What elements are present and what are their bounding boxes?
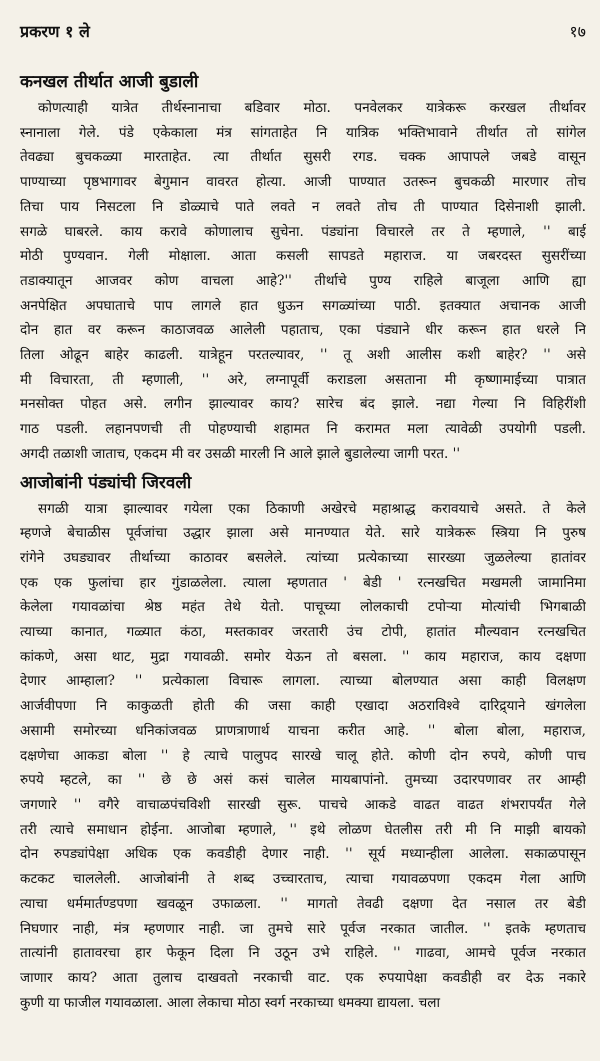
- text-line: मनसोक्त पोहत असे. लगीन झाल्यावर काय? सारेच बंद झाले. नद्या गेल्या नि विहिरींशी: [20, 396, 586, 413]
- text-line: असामी समोरच्या धनिकांजवळ प्राणत्राणार्थ याचना करीत आहे. '' बोला बोला, महाराज,: [20, 722, 586, 739]
- page-number: १७: [569, 22, 586, 41]
- text-line: तिला ओढून बाहेर काढली. यात्रेहून परतल्यावर, '' तू अशी आलीस कशी बाहेर? '' असे: [20, 347, 586, 364]
- text-line: अनपेक्षित अपघाताचे पाप लागले हात धुऊन सगळ्यांच्या पाठी. इतक्यात अचानक आजी: [20, 297, 586, 314]
- section-body: [20, 497, 586, 1016]
- text-line: मोठी पुण्यवान. गेली मोक्षाला. आता कसली सापडते महाराज. या जबरदस्त सुसरींच्या: [20, 248, 586, 265]
- text-line: केलेला गयावळांचा श्रेष्ठ महंत तेथे येतो. पाचूच्या लोलकाची टपोऱ्या मोत्यांची भिगबाळी: [20, 599, 586, 616]
- text-line: तिचा पाय निसटला नि डोळ्याचे पाते लवते न लवते तोच ती पाण्यात दिसेनाशी झाली.: [20, 198, 586, 215]
- text-line: त्याच्या कानात, गळ्यात कंठा, मस्तकावर जरतारी उंच टोपी, हातांत मौल्यवान रत्नखचित: [20, 624, 586, 641]
- section-grandmother-drowned: [20, 70, 586, 467]
- text-line: रांगेने उघड्यावर तीर्थाच्या काठावर बसलेले. त्यांच्या प्रत्येकाच्या सारख्या जुळलेल्या हातांवर: [20, 549, 586, 566]
- text-line: आर्जवीपणा नि काकुळती होती की जसा काही एखादा अठराविश्वे दारिद्र्याने खंगलेला: [20, 698, 586, 715]
- section-title: आजोबांनी पंड्यांची जिरवली: [20, 472, 192, 493]
- text-line: तरी त्याचे समाधान होईना. आजोबा म्हणाले, '' इथे लोळण घेतलीस तरी मी नि माझी बायको: [20, 821, 586, 838]
- text-line: जगणारे '' वगैरे वाचाळपंचविशी सारखी सुरू. पाचचे आकडे वाढत वाढत शंभरापर्यंत गेले: [20, 796, 586, 813]
- text-line: स्नानाला गेले. पंडे एकेकाला मंत्र सांगताहेत नि यात्रिक भक्तिभावाने तीर्थात तो सांगेल: [20, 124, 586, 141]
- text-line: पाण्याच्या पृष्ठभागावर बेगुमान वावरत होत्या. आजी पाण्यात उतरून बुचकळी मारणार तोच: [20, 174, 586, 191]
- text-line: कुणी या फाजील गयावळाला. आला लेकाचा मोठा स्वर्ग नरकाच्या धमक्या द्यायला. चला: [20, 994, 441, 1011]
- section-body: [20, 96, 586, 467]
- text-line: गाठ पडली. लहानपणची ती पोहण्याची शहामत नि करामत मला त्यावेळी उपयोगी पडली.: [20, 421, 586, 438]
- text-line: दोन रुपड्यांपेक्षा अधिक एक कवडीही देणार नाही. '' सूर्य मध्यान्हीला आलेला. सकाळपासून: [20, 846, 586, 863]
- text-line: दोन हात वर करून काठाजवळ आलेली पहाताच, एका पंड्याने धीर करून हात धरले नि: [20, 322, 586, 339]
- text-line: कटकट चाललेली. आजोबांनी ते शब्द उच्चारताच, त्याचा गयावळपणा एकदम गेला आणि: [20, 871, 586, 888]
- text-line: एक एक फुलांचा हार गुंडाळलेला. त्याला म्हणतात ' बेडी ' रत्नखचित मखमली जामानिमा: [20, 574, 586, 591]
- text-line: तेवढ्या बुचकळ्या मारताहेत. त्या तीर्थात सुसरी रगड. चक्क आपापले जबडे वासून: [20, 149, 586, 166]
- text-line: तात्यांनी हातावरचा हार फेकून दिला नि उठून उभे राहिले. '' गाढवा, आमचे पूर्वज नरकात: [20, 945, 586, 962]
- text-line: त्याचा धर्ममार्तण्डपणा खवळून उफाळला. '' मागतो तेवढी दक्षणा देत नसाल तर बेडी: [20, 895, 586, 912]
- text-line: मी विचारता, ती म्हणाली, '' अरे, लग्नापूर्वी कराडला असताना मी कृष्णामाईच्या पात्रात: [20, 371, 586, 388]
- text-line: कोणत्याही यात्रेत तीर्थस्नानाचा बडिवार मोठा. पनवेलकर यात्रेकरू करखल तीर्थावर: [38, 100, 586, 116]
- text-line: देणार आम्हाला? '' प्रत्येकाला विचारू लागला. त्याच्या बोलण्यात असा काही विलक्षण: [20, 673, 586, 690]
- section-grandfather-pandas: [20, 471, 586, 1016]
- page-content: [20, 70, 586, 1015]
- text-line: म्हणजे बेचाळीस पूर्वजांचा उद्धार झाला असे मानण्यात येते. सारे यात्रेकरू स्त्रिया नि पुरुष: [20, 525, 586, 542]
- text-line: दक्षणेचा आकडा बोला '' हे त्याचे पालुपद सारखे चालू होते. कोणी दोन रुपये, कोणी पाच: [20, 747, 586, 764]
- text-line: निघणार नाही, मंत्र म्हणणार नाही. जा तुमचे सारे पूर्वज नरकात जातील. '' इतके म्हणताच: [20, 920, 586, 937]
- section-title: कनखल तीर्थात आजी बुडाली: [20, 72, 199, 92]
- text-line: अगदी तळाशी जाताच, एकदम मी वर उसळी मारली नि आले झाले बुडालेल्या जागी परत. '': [20, 445, 461, 462]
- page-header: [20, 20, 586, 44]
- text-line: सगळे घाबरले. काय करावे कोणालाच सुचेना. पंड्यांना विचारले तर ते म्हणाले, '' बाई: [20, 223, 586, 240]
- chapter-heading: प्रकरण १ ले: [20, 22, 90, 41]
- text-line: तडाक्यातून आजवर कोण वाचला आहे?'' तीर्थाचे पुण्य राहिले बाजूला आणि ह्या: [20, 272, 586, 289]
- text-line: रुपये म्हटले, का '' छे छे असं कसं चालेल मायबापांनो. तुमच्या उदारपणावर तर आम्ही: [20, 772, 586, 789]
- text-line: जाणार काय? आता तुलाच दाखवतो नरकाची वाट. एक रुपयापेक्षा कवडीही वर देऊ नकारे: [20, 969, 586, 986]
- text-line: कांकणे, असा थाट, मुद्रा गयावळी. समोर येऊन तो बसला. '' काय महाराज, काय दक्षणा: [20, 648, 586, 665]
- text-line: सगळी यात्रा झाल्यावर गयेला एका ठिकाणी अखेरचे महाश्राद्ध करावयाचे असते. ते केले: [38, 500, 586, 517]
